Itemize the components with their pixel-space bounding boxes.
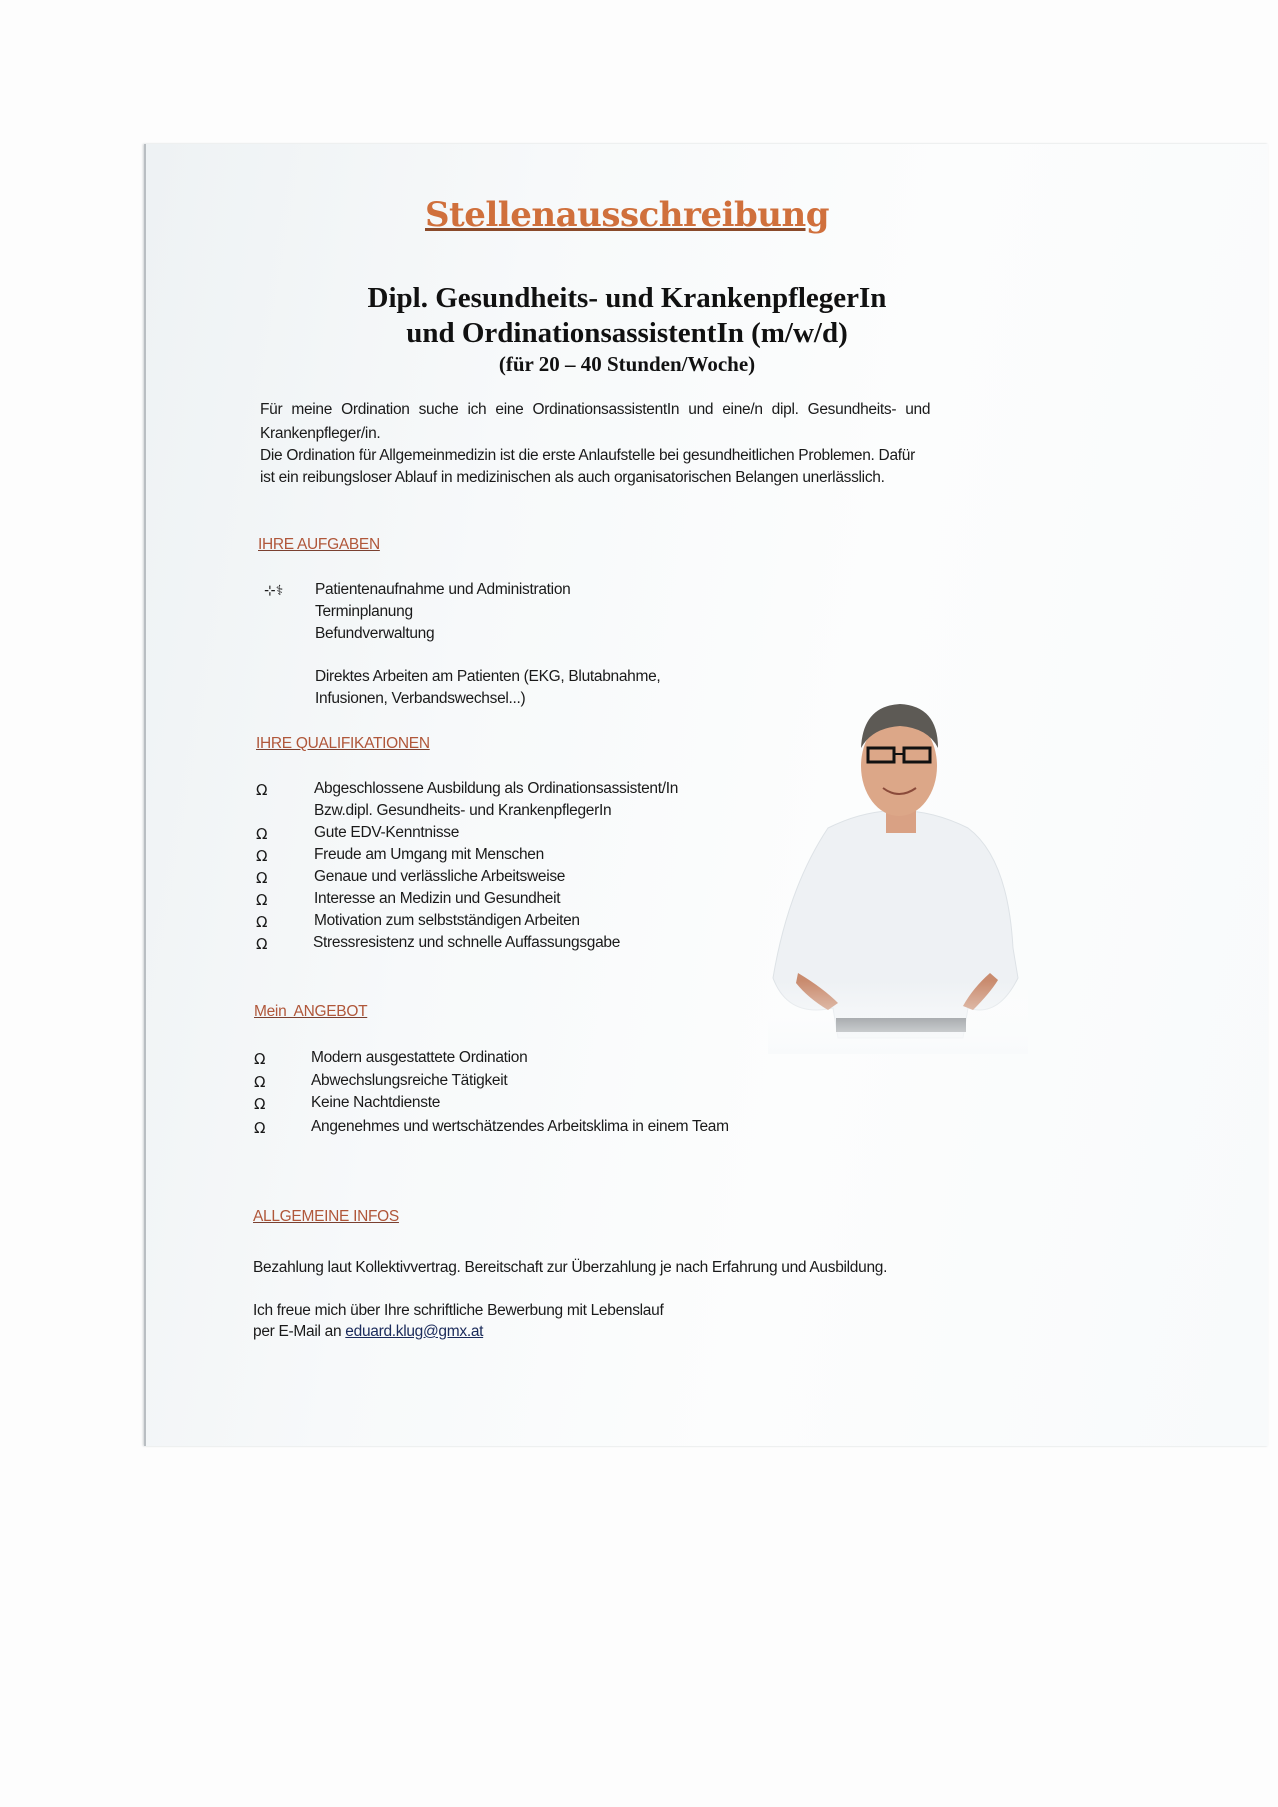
doctor-photo — [768, 688, 1028, 1054]
list-item: Keine Nachtdienste — [311, 1094, 441, 1111]
list-item: Abgeschlossene Ausbildung als Ordinationsassistent/In — [314, 780, 679, 797]
email-prefix: per E-Mail an — [253, 1323, 346, 1340]
omega-bullet-icon: Ω — [254, 1073, 266, 1091]
job-title-line-2: und OrdinationsassistentIn (m/w/d) — [406, 317, 848, 349]
section-heading-aufgaben: IHRE AUFGABEN — [258, 536, 380, 553]
list-item: Patientenaufnahme und Administration — [315, 581, 571, 598]
hours-note: (für 20 – 40 Stunden/Woche) — [498, 352, 756, 376]
medical-symbol-icon: ⊹⚕ — [264, 582, 284, 598]
list-item: Terminplanung — [315, 603, 413, 620]
omega-bullet-icon: Ω — [254, 1050, 266, 1068]
omega-bullet-icon: Ω — [256, 847, 268, 865]
omega-bullet-icon: Ω — [256, 825, 268, 843]
omega-bullet-icon: Ω — [254, 1119, 266, 1137]
omega-bullet-icon: Ω — [256, 935, 268, 953]
list-item: Interesse an Medizin und Gesundheit — [314, 890, 561, 907]
intro-line: Die Ordination für Allgemeinmedizin ist die erste Anlaufstelle bei gesundheitlichen Problemen. Dafür — [260, 447, 915, 464]
omega-bullet-icon: Ω — [254, 1095, 266, 1113]
email-link[interactable]: eduard.klug@gmx.at — [345, 1323, 484, 1340]
section-heading-angebot: Mein ANGEBOT — [254, 1003, 368, 1020]
omega-bullet-icon: Ω — [256, 869, 268, 887]
list-item: Stressresistenz und schnelle Auffassungsgabe — [313, 934, 621, 951]
list-item: Bzw.dipl. Gesundheits- und KrankenpflegerIn — [314, 802, 612, 819]
list-item: Motivation zum selbstständigen Arbeiten — [314, 912, 580, 929]
omega-bullet-icon: Ω — [256, 913, 268, 931]
section-heading-qualifikationen: IHRE QUALIFIKATIONEN — [256, 735, 430, 752]
omega-bullet-icon: Ω — [256, 781, 268, 799]
omega-bullet-icon: Ω — [256, 891, 268, 909]
payment-text: Bezahlung laut Kollektivvertrag. Bereitschaft zur Überzahlung je nach Erfahrung und Ausbildung. — [253, 1259, 888, 1276]
list-item: Freude am Umgang mit Menschen — [314, 846, 544, 863]
list-item: Befundverwaltung — [315, 625, 435, 642]
closing-text: Ich freue mich über Ihre schriftliche Bewerbung mit Lebenslauf — [253, 1302, 664, 1319]
list-item: Angenehmes und wertschätzendes Arbeitsklima in einem Team — [311, 1118, 729, 1135]
list-item: Infusionen, Verbandswechsel...) — [315, 690, 526, 707]
job-title-line-1: Dipl. Gesundheits- und KrankenpflegerIn — [367, 282, 887, 314]
intro-line: ist ein reibungsloser Ablauf in medizinischen als auch organisatorischen Belangen unerlässlich. — [260, 469, 885, 486]
closing-email-line — [253, 1323, 483, 1341]
list-item: Direktes Arbeiten am Patienten (EKG, Blutabnahme, — [315, 668, 661, 685]
section-heading-infos: ALLGEMEINE INFOS — [253, 1208, 399, 1225]
list-item: Genaue und verlässliche Arbeitsweise — [314, 868, 566, 885]
intro-line: Krankenpfleger/in. — [260, 425, 381, 442]
intro-line: Für meine Ordination suche ich eine OrdinationsassistentIn und eine/n dipl. Gesundheits- und — [260, 401, 931, 418]
list-item: Gute EDV-Kenntnisse — [314, 824, 460, 841]
list-item: Modern ausgestattete Ordination — [311, 1049, 528, 1066]
list-item: Abwechslungsreiche Tätigkeit — [311, 1072, 508, 1089]
page-title: Stellenausschreibung — [425, 195, 829, 235]
